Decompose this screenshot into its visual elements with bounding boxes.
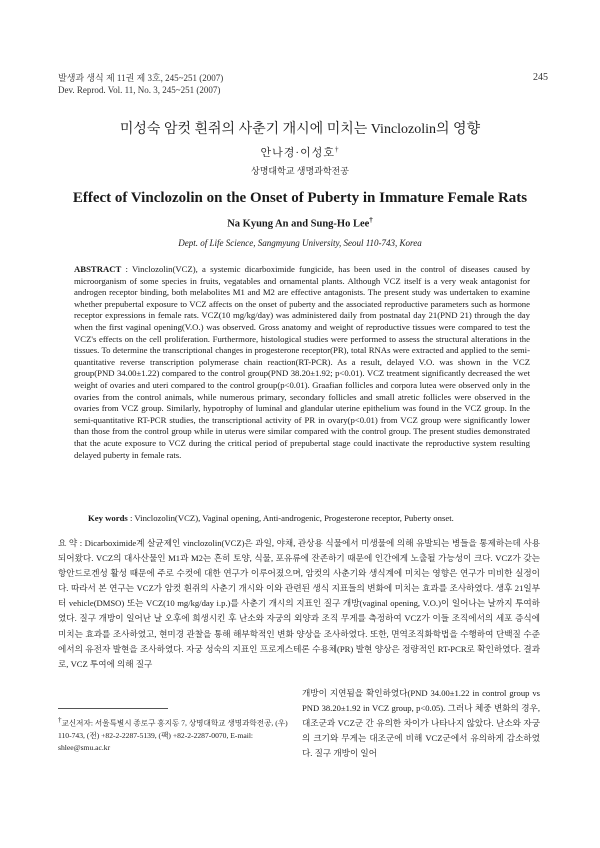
page-number: 245 [533, 72, 548, 83]
abstract-text: : Vinclozolin(VCZ), a systemic dicarboximide fungicide, has been used in the control of diseases caused by microorganism of some species in fruits, vegatables and ornamental plants. Although VCZ itself is a very weak antagonist for androgen receptor binding, both melabolites M1 and M2 are effective antagonists. The present study was undertaken to examine whether prepubertal exposure to VCZ affects on the onset of puberty and the associated reproductive parameters such as hormone receptor expressions in female rats. VCZ(10 mg/kg/day) was administered daily from postnatal day 21(PND 21) through the day when the first vaginal opening(V.O.) was observed. Gross anatomy and weight of reproductive tissues were compared to test the VCZ's effects on the cell proliferation. Furthermore, histological studies were performed to assess the structural alterations in the tissues. To determine the transcriptional changes in progesterone receptor(PR), total RNAs were extracted and applied to the semi-quantitative reverse transcription polymerase chain reaction(RT-PCR). As a result, delayed V.O. was shown in the VCZ group(PND 34.00±1.22) compared to the control group(PND 38.20±1.92; p<0.01). VCZ treatment significantly decreased the wet weight of ovaries and uteri compared to the control group(p<0.01). Graafian follicles and corpora lutea were observed only in the ovaries from the control animals, while numerous primary, secondary follicles and small atretic follicles were observed in the ovaries from VCZ group. Similarly, hypotrophy of luminal and glandular uterine epithelium was found in the VCZ group. In the semi-quantitative RT-PCR studies, the transcriptional activity of PR in ovary(p<0.01) from VCZ group were significantly lower than those from the control group while in uterus were similar compared with the control group. The present studies demonstrated that the acute exposure to VCZ during the critical period of prepubertal stage could inactivate the reproductive system resulting delayed puberty in female rats. [74, 264, 530, 460]
keywords-text: : Vinclozolin(VCZ), Vaginal opening, Anti-androgenic, Progesterone receptor, Puberty onset. [127, 513, 454, 523]
abstract-label: ABSTRACT [74, 264, 122, 274]
korean-summary: 요 약 : Dicarboximide계 살균제인 vinclozolin(VCZ)은 과일, 야채, 관상용 식물에서 미생물에 의해 유발되는 병들을 통제하는데 사용되어왔다. VCZ의 대사산물인 M1과 M2는 흔히 토양, 식물, 포유류에 잔존하기 때문에 인간에게 노출될 가능성이 크다. VCZ가 갖는 항안드로겐성 활성 때문에 주로 수컷에 대한 연구가 이루어졌으며, 암컷의 사춘기와 생식계에 미치는 영향은 연구가 미비한 실정이다. 따라서 본 연구는 VCZ가 암컷 흰쥐의 사춘기 개시와 이와 관련된 생식 지표들의 변화에 미치는 효과를 조사하였다. 생후 21일부터 vehicle(DMSO) 또는 VCZ(10 mg/kg/day i.p.)를 사춘기 개시의 지표인 질구 개방(vaginal opening, V.O.)이 일어나는 날까지 투여하였다. 질구 개방이 일어난 날 오후에 희생시킨 후 난소와 자궁의 외양과 조직 무게를 측정하여 VCZ가 이들 조직에서의 세포 증식에 미치는 효과를 조사하였고, 현미경 관찰을 통해 해부학적인 변화 양상을 조사하였다. 또한, 면역조직화학법을 수행하여 단백질 수준에서의 유전자 발현을 조사하였다. 자궁 성숙의 지표인 프로게스테론 수용체(PR) 발현 양상은 정량적인 RT-PCR로 확인하였다. 결과로, VCZ 투여에 의해 질구 [58, 538, 540, 669]
korean-summary-continued: 개방이 지연됨을 확인하였다(PND 34.00±1.22 in control group vs PND 38.20±1.92 in VCZ group, p<0.05). 그러나 체중 변화의 경우, 대조군과 VCZ군 간 유의한 차이가 나타나지 않았다. 난소와 자궁의 크기와 무게는 대조군에 비해 VCZ군에서 유의하게 감소하였다. 질구 개방이 일어 [302, 688, 540, 759]
footnote-mark: † [58, 716, 62, 724]
korean-authors [40, 144, 560, 160]
english-author-names: Na Kyung An and Sung-Ho Lee [227, 218, 370, 230]
keywords [88, 513, 528, 525]
english-authors [40, 216, 560, 230]
english-affiliation: Dept. of Life Science, Sangmyung University, Seoul 110-743, Korea [178, 238, 422, 248]
english-title: Effect of Vinclozolin on the Onset of Puberty in Immature Female Rats [72, 190, 528, 206]
journal-header-english: Dev. Reprod. Vol. 11, No. 3, 245~251 (2007) [58, 85, 221, 95]
abstract [74, 264, 530, 461]
journal-header-korean: 발생과 생식 제 11권 제 3호, 245~251 (2007) [58, 73, 224, 83]
korean-author-names: 안나경·이성호 [260, 147, 335, 159]
corresponding-mark-en: † [369, 216, 373, 224]
footnote [58, 714, 288, 754]
corresponding-mark: † [334, 145, 340, 154]
footnote-text: 교신저자: 서울특별시 종로구 홍지동 7, 상명대학교 생명과학전공, (우) 110-743, (전) +82-2-2287-5139, (팩) +82-2-2287-0070, E-mail: shlee@smu.ac.kr [58, 718, 288, 752]
journal-header [58, 72, 223, 96]
keywords-label: Key words [88, 513, 128, 523]
korean-affiliation: 상명대학교 생명과학전공 [251, 166, 349, 176]
korean-title: 미성숙 암컷 흰쥐의 사춘기 개시에 미치는 Vinclozolin의 영향 [119, 122, 481, 137]
footnote-rule [58, 708, 168, 709]
